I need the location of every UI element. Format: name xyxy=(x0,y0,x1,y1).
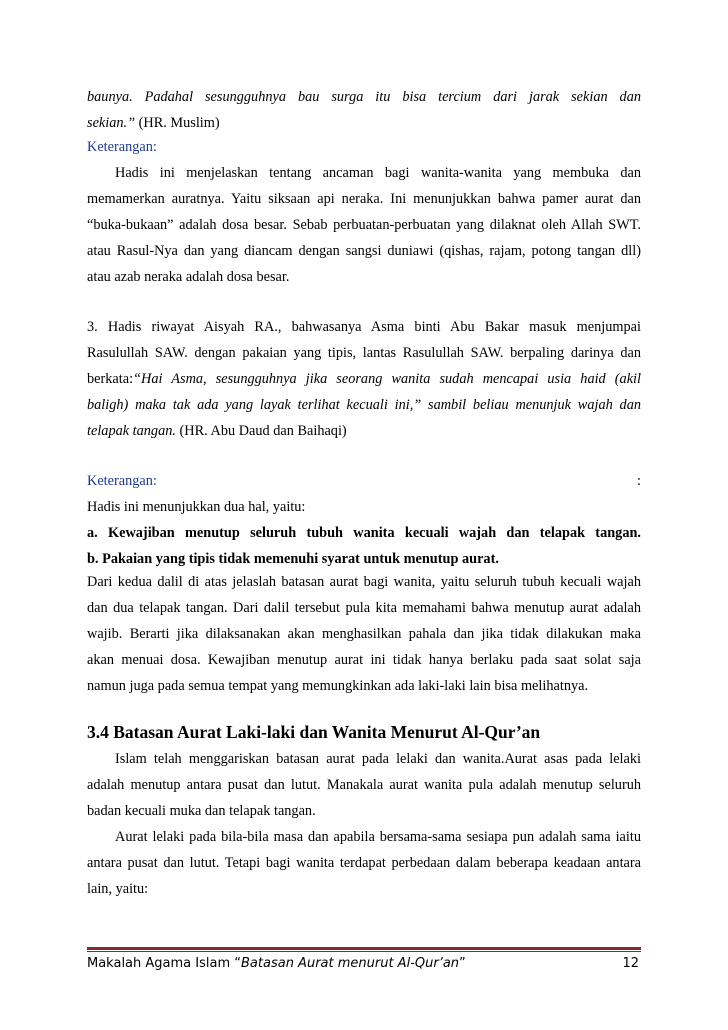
paragraph-line: akan menuai dosa. Kewajiban menutup aurat ini tidak hanya berlaku pada saat solat saja xyxy=(87,652,641,668)
hadith-intro-line: Rasulullah SAW. dengan pakaian yang tipis, lantas Rasulullah SAW. berpaling darinya dan xyxy=(87,345,641,361)
paragraph-line: lain, yaitu: xyxy=(87,881,149,897)
paragraph-line: “buka-bukaan” adalah dosa besar. Sebab perbuatan-perbuatan yang dilaknat oleh Allah SWT. xyxy=(87,217,641,233)
footer-prefix: Makalah Agama Islam “ xyxy=(87,956,241,971)
hadith-quote-end: sekian.” xyxy=(87,115,136,131)
paragraph-line: Dari kedua dalil di atas jelaslah batasan aurat bagi wanita, yaitu seluruh tubuh kecuali wajah xyxy=(87,574,641,590)
paragraph-line: atau Rasul-Nya dan yang diancam dengan sangsi duniawi (qishas, rajam, potong tangan dll) xyxy=(87,243,641,259)
hadith-quote-line: baunya. Padahal sesungguhnya bau surga itu bisa tercium dari jarak sekian dan xyxy=(87,89,641,105)
paragraph-line: antara pusat dan lutut. Tetapi bagi wanita terdapat perbedaan dalam beberapa keadaan antara xyxy=(87,855,641,871)
hadith-quote-line: baligh) maka tak ada yang layak terlihat kecuali ini,” sambil beliau menunjuk wajah dan xyxy=(87,397,641,413)
keterangan-label: Keterangan: xyxy=(87,139,157,155)
footer-suffix: ” xyxy=(459,956,466,971)
paragraph-line: Aurat lelaki pada bila-bila masa dan apabila bersama-sama sesiapa pun adalah sama iaitu xyxy=(115,829,641,845)
paragraph-line: Hadis ini menunjukkan dua hal, yaitu: xyxy=(87,499,306,515)
footer-rule xyxy=(87,947,641,950)
hadith-quote: “Hai Asma, sesungguhnya jika seorang wanita sudah mencapai usia haid (akil xyxy=(133,371,641,387)
keterangan-colon: : xyxy=(637,473,641,489)
bold-point-a: a. Kewajiban menutup seluruh tubuh wanita kecuali wajah dan telapak tangan. xyxy=(87,525,641,541)
paragraph-line: memamerkan auratnya. Yaitu siksaan api neraka. Ini menunjukkan bahwa pamer aurat dan xyxy=(87,191,641,207)
paragraph-line: Hadis ini menjelaskan tentang ancaman bagi wanita-wanita yang membuka dan xyxy=(115,165,641,181)
hadith-intro-line: 3. Hadis riwayat Aisyah RA., bahwasanya Asma binti Abu Bakar masuk menjumpai xyxy=(87,319,641,335)
paragraph-line: dan dua telapak tangan. Dari dalil tersebut pula kita memahami bahwa menutup aurat adalah xyxy=(87,600,641,616)
paragraph-line: wajib. Berarti jika dilaksanakan akan menghasilkan pahala dan jika tidak dilakukan maka xyxy=(87,626,641,642)
hadith-source-line xyxy=(87,422,641,440)
footer-title: Batasan Aurat menurut Al-Qur’an xyxy=(241,956,460,971)
paragraph-line: Islam telah menggariskan batasan aurat pada lelaki dan wanita.Aurat asas pada lelaki xyxy=(115,751,641,767)
hadith-source: (HR. Muslim) xyxy=(135,115,220,131)
hadith-quote-line xyxy=(87,370,641,388)
page-footer xyxy=(87,955,641,973)
hadith-quote-end: telapak tangan. xyxy=(87,423,176,439)
keterangan-label xyxy=(87,472,641,490)
paragraph-line: adalah menutup antara pusat dan lutut. Manakala aurat wanita pula adalah menutup seluruh xyxy=(87,777,641,793)
keterangan-label-text: Keterangan: xyxy=(87,473,157,489)
paragraph-line: namun juga pada semua tempat yang memungkinkan ada laki-laki lain bisa melihatnya. xyxy=(87,678,589,694)
paragraph-line: atau azab neraka adalah dosa besar. xyxy=(87,269,290,285)
footer-rule-thin xyxy=(87,951,641,952)
page-number: 12 xyxy=(622,956,639,971)
paragraph-line: badan kecuali muka dan telapak tangan. xyxy=(87,803,316,819)
hadith-said: berkata: xyxy=(87,371,134,387)
bold-point-b: b. Pakaian yang tipis tidak memenuhi syarat untuk menutup aurat. xyxy=(87,551,499,567)
section-heading: 3.4 Batasan Aurat Laki-laki dan Wanita Menurut Al-Qur’an xyxy=(87,722,541,742)
hadith-source-line xyxy=(87,114,641,132)
hadith-source: (HR. Abu Daud dan Baihaqi) xyxy=(175,423,347,439)
